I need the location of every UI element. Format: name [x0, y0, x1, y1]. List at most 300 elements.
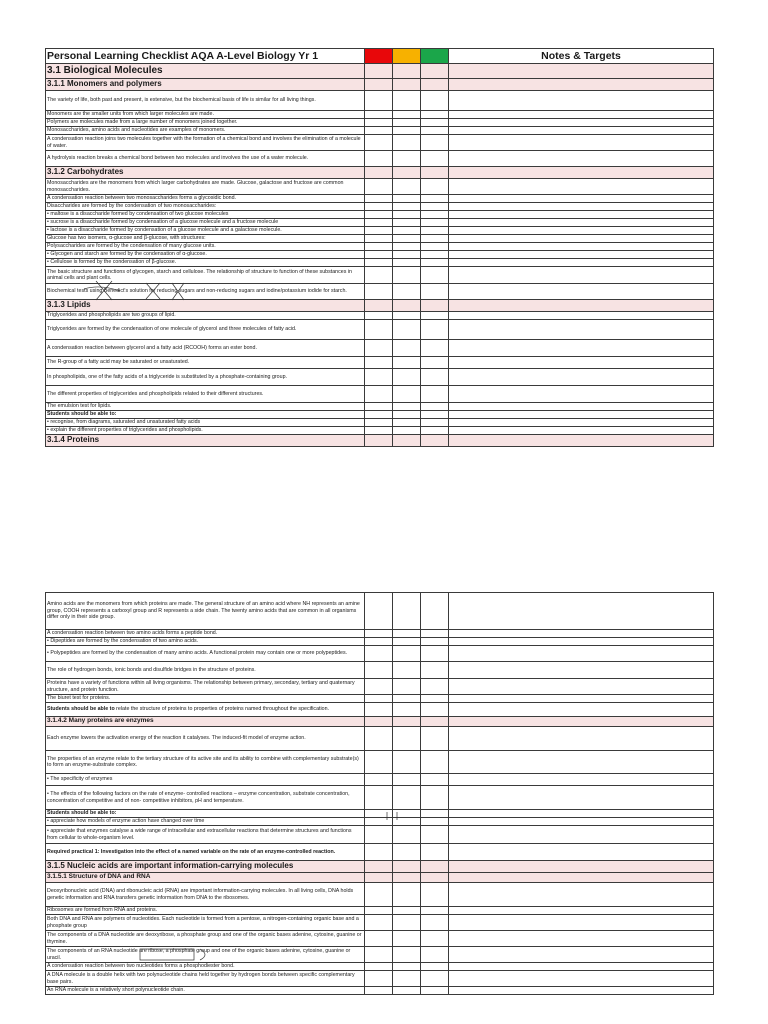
notes-cell[interactable]: [449, 195, 714, 203]
checklist-row: [46, 826, 714, 844]
rag-green-cell[interactable]: [421, 727, 449, 751]
objective-text: The biuret test for proteins.: [47, 695, 111, 702]
rag-red-cell[interactable]: [365, 818, 393, 826]
rag-red-cell[interactable]: [365, 931, 393, 947]
checklist-row: [46, 883, 714, 907]
rag-red-cell[interactable]: [365, 727, 393, 751]
objective-text: A condensation reaction between two nucleotides forms a phosphodiester bond.: [47, 963, 235, 970]
rag-amber-cell[interactable]: [393, 211, 421, 219]
rag-red-cell[interactable]: [365, 251, 393, 259]
notes-cell[interactable]: [449, 203, 714, 211]
notes-cell[interactable]: [449, 419, 714, 427]
subsection-heading-row: [46, 861, 714, 873]
rag-green-cell[interactable]: [421, 211, 449, 219]
rag-green-cell[interactable]: [421, 369, 449, 386]
subsection-heading-row: [46, 79, 714, 91]
rag-green-cell[interactable]: [421, 179, 449, 195]
objective-text: The different properties of triglycerides and phospholipids related to their different structures.: [47, 390, 264, 397]
notes-cell[interactable]: [449, 810, 714, 818]
notes-cell[interactable]: [449, 135, 714, 151]
rag-red-cell[interactable]: [365, 179, 393, 195]
notes-cell[interactable]: [449, 369, 714, 386]
rag-amber-cell[interactable]: [393, 883, 421, 907]
rag-amber-cell[interactable]: [393, 312, 421, 320]
rag-amber-cell[interactable]: [393, 119, 421, 127]
rag-red-cell[interactable]: [365, 79, 393, 91]
notes-cell[interactable]: [449, 638, 714, 646]
rag-amber-cell[interactable]: [393, 703, 421, 717]
rag-amber-cell[interactable]: [393, 403, 421, 411]
rag-amber-cell[interactable]: [393, 267, 421, 284]
rag-green-cell[interactable]: [421, 883, 449, 907]
rag-amber-cell[interactable]: [393, 907, 421, 915]
notes-cell[interactable]: [449, 227, 714, 235]
rag-amber-cell[interactable]: [393, 971, 421, 987]
subsection-heading-row: [46, 873, 714, 883]
rag-red-cell[interactable]: [365, 195, 393, 203]
rag-red-cell[interactable]: [365, 300, 393, 312]
notes-cell[interactable]: [449, 751, 714, 774]
rag-green-cell[interactable]: [421, 267, 449, 284]
notes-cell[interactable]: [449, 931, 714, 947]
notes-cell[interactable]: [449, 167, 714, 179]
rag-amber-cell[interactable]: [393, 774, 421, 786]
rag-amber-cell[interactable]: [393, 987, 421, 995]
rag-red-cell[interactable]: [365, 971, 393, 987]
rag-green-cell[interactable]: [421, 646, 449, 662]
rag-green-cell[interactable]: [421, 195, 449, 203]
notes-cell[interactable]: [449, 987, 714, 995]
checklist-row: [46, 818, 714, 826]
rag-red-cell[interactable]: [365, 826, 393, 844]
rag-amber-cell[interactable]: [393, 717, 421, 727]
notes-cell[interactable]: [449, 786, 714, 810]
rag-green-cell[interactable]: [421, 593, 449, 630]
rag-green-cell[interactable]: [421, 717, 449, 727]
rag-amber-cell[interactable]: [393, 111, 421, 119]
rag-amber-cell[interactable]: [393, 340, 421, 357]
rag-red-cell[interactable]: [365, 211, 393, 219]
learning-objective: [46, 119, 365, 127]
rag-green-cell[interactable]: [421, 826, 449, 844]
rag-amber-cell[interactable]: [393, 593, 421, 630]
notes-cell[interactable]: [449, 818, 714, 826]
notes-cell[interactable]: [449, 151, 714, 167]
rag-green-cell[interactable]: [421, 151, 449, 167]
subsection-heading-row: [46, 167, 714, 179]
objective-text: The role of hydrogen bonds, ionic bonds and disulfide bridges in the structure of proteins.: [47, 666, 256, 673]
learning-objective: [46, 195, 365, 203]
rag-amber-cell[interactable]: [393, 151, 421, 167]
notes-cell[interactable]: [449, 403, 714, 411]
rag-amber-cell[interactable]: [393, 931, 421, 947]
notes-cell[interactable]: [449, 251, 714, 259]
rag-amber-cell[interactable]: [393, 300, 421, 312]
rag-red-cell[interactable]: [365, 127, 393, 135]
rag-red-cell[interactable]: [365, 203, 393, 211]
rag-amber-cell[interactable]: [393, 427, 421, 435]
rag-red-cell[interactable]: [365, 987, 393, 995]
rag-red-cell[interactable]: [365, 947, 393, 963]
rag-green-cell[interactable]: [421, 695, 449, 703]
notes-cell[interactable]: [449, 662, 714, 679]
rag-green-cell[interactable]: [421, 64, 449, 79]
checklist-row: [46, 646, 714, 662]
checklist-row: [46, 774, 714, 786]
notes-cell[interactable]: [449, 235, 714, 243]
rag-green-cell[interactable]: [421, 135, 449, 151]
notes-cell[interactable]: [449, 119, 714, 127]
objective-text: A condensation reaction between two amino acids forms a peptide bond.: [47, 630, 218, 637]
notes-cell[interactable]: [449, 727, 714, 751]
rag-amber-cell[interactable]: [393, 411, 421, 419]
rag-amber-cell[interactable]: [393, 695, 421, 703]
rag-red-cell[interactable]: [365, 703, 393, 717]
rag-amber-cell[interactable]: [393, 284, 421, 300]
rag-red-cell[interactable]: [365, 435, 393, 447]
learning-objective: [46, 883, 365, 907]
checklist-row: [46, 227, 714, 235]
objective-text: A DNA molecule is a double helix with two polynucleotide chains held together by hydrogen bonds between specific complementary base pairs.: [47, 972, 355, 985]
rag-red-cell[interactable]: [365, 357, 393, 369]
rag-amber-cell[interactable]: [393, 844, 421, 861]
objective-text: • maltose is a disaccharide formed by condensation of two glucose molecules: [47, 211, 229, 218]
rag-green-cell[interactable]: [421, 679, 449, 695]
notes-cell[interactable]: [449, 340, 714, 357]
rag-green-cell[interactable]: [421, 915, 449, 931]
rag-green-cell[interactable]: [421, 963, 449, 971]
rag-green-cell[interactable]: [421, 411, 449, 419]
rag-green-cell[interactable]: [421, 844, 449, 861]
rag-amber-cell[interactable]: [393, 195, 421, 203]
learning-objective: [46, 284, 365, 300]
rag-green-cell[interactable]: [421, 987, 449, 995]
rag-amber-cell[interactable]: [393, 227, 421, 235]
notes-cell[interactable]: [449, 386, 714, 403]
rag-red-cell[interactable]: [365, 646, 393, 662]
objective-text: The basic structure and functions of glycogen, starch and cellulose. The relationship of structure to function of these substances in animal cells and plant cells.: [47, 268, 352, 281]
rag-red-cell[interactable]: [365, 873, 393, 883]
rag-red-cell[interactable]: [365, 411, 393, 419]
rag-green-cell[interactable]: [421, 119, 449, 127]
rag-red-cell[interactable]: [365, 320, 393, 340]
rag-amber-cell[interactable]: [393, 135, 421, 151]
notes-cell[interactable]: [449, 267, 714, 284]
rag-green-cell[interactable]: [421, 243, 449, 251]
rag-red-cell[interactable]: [365, 810, 393, 818]
objective-text: • lactose is a disaccharide formed by condensation of a glucose molecule and a galactose molecule.: [47, 227, 282, 234]
rag-amber-cell[interactable]: [393, 369, 421, 386]
notes-cell[interactable]: [449, 91, 714, 111]
rag-red-cell[interactable]: [365, 403, 393, 411]
rag-red-cell[interactable]: [365, 419, 393, 427]
rag-amber-cell[interactable]: [393, 646, 421, 662]
objective-text: • appreciate that enzymes catalyse a wide range of intracellular and extracellular reactions that determine structures and functions from cellular to whole-organism level.: [47, 828, 352, 841]
rag-green-cell[interactable]: [421, 167, 449, 179]
rag-amber-cell[interactable]: [393, 630, 421, 638]
rag-green-cell[interactable]: [421, 427, 449, 435]
rag-red-cell[interactable]: [365, 774, 393, 786]
rag-amber-cell[interactable]: [393, 91, 421, 111]
rag-red-cell[interactable]: [365, 91, 393, 111]
rag-green-cell[interactable]: [421, 435, 449, 447]
learning-objective: [46, 818, 365, 826]
rag-red-cell[interactable]: [365, 630, 393, 638]
objective-text: The emulsion test for lipids.: [47, 403, 112, 410]
learning-objective: [46, 135, 365, 151]
rag-red-cell[interactable]: [365, 786, 393, 810]
rag-green-cell[interactable]: [421, 79, 449, 91]
rag-amber-cell[interactable]: [393, 915, 421, 931]
notes-cell[interactable]: [449, 861, 714, 873]
notes-cell[interactable]: [449, 630, 714, 638]
notes-cell[interactable]: [449, 179, 714, 195]
rag-red-cell[interactable]: [365, 340, 393, 357]
rag-red-cell[interactable]: [365, 679, 393, 695]
notes-cell[interactable]: [449, 873, 714, 883]
checklist-row: [46, 844, 714, 861]
notes-cell[interactable]: [449, 947, 714, 963]
rag-green-cell[interactable]: [421, 947, 449, 963]
notes-cell[interactable]: [449, 703, 714, 717]
notes-cell[interactable]: [449, 826, 714, 844]
rag-green-cell[interactable]: [421, 312, 449, 320]
learning-objective: [46, 403, 365, 411]
checklist-row: [46, 703, 714, 717]
subsection-heading-row: [46, 717, 714, 727]
rag-red-cell[interactable]: [365, 267, 393, 284]
rag-amber-cell[interactable]: [393, 679, 421, 695]
rag-green-cell[interactable]: [421, 818, 449, 826]
rag-red-cell[interactable]: [365, 64, 393, 79]
rag-red-cell[interactable]: [365, 427, 393, 435]
rag-red-cell[interactable]: [365, 844, 393, 861]
notes-cell[interactable]: [449, 211, 714, 219]
notes-cell[interactable]: [449, 907, 714, 915]
rag-amber-cell[interactable]: [393, 786, 421, 810]
rag-red-cell[interactable]: [365, 963, 393, 971]
objective-text: Triglycerides and phospholipids are two groups of lipid.: [47, 312, 176, 319]
rag-amber-cell[interactable]: [393, 320, 421, 340]
checklist-row: [46, 357, 714, 369]
rag-green-cell[interactable]: [421, 873, 449, 883]
notes-cell[interactable]: [449, 593, 714, 630]
rag-amber-cell[interactable]: [393, 638, 421, 646]
rag-red-cell[interactable]: [365, 235, 393, 243]
rag-red-cell[interactable]: [365, 386, 393, 403]
learning-objective: [46, 219, 365, 227]
rag-amber-cell[interactable]: [393, 818, 421, 826]
rag-amber-cell[interactable]: [393, 127, 421, 135]
rag-amber-cell[interactable]: [393, 662, 421, 679]
rag-red-cell[interactable]: [365, 907, 393, 915]
notes-cell[interactable]: [449, 971, 714, 987]
rag-green-cell[interactable]: [421, 219, 449, 227]
notes-cell[interactable]: [449, 219, 714, 227]
rag-amber-cell[interactable]: [393, 235, 421, 243]
rag-red-cell[interactable]: [365, 369, 393, 386]
rag-green-cell[interactable]: [421, 419, 449, 427]
rag-green-cell[interactable]: [421, 235, 449, 243]
objective-text: The components of a DNA nucleotide are deoxyribose, a phosphate group and one of the organic bases adenine, cytosine, guanine or thymine.: [47, 932, 362, 945]
notes-cell[interactable]: [449, 435, 714, 447]
notes-cell[interactable]: [449, 717, 714, 727]
rag-green-cell[interactable]: [421, 403, 449, 411]
rag-red-cell[interactable]: [365, 312, 393, 320]
rag-green-cell[interactable]: [421, 751, 449, 774]
notes-cell[interactable]: [449, 844, 714, 861]
rag-amber-cell[interactable]: [393, 219, 421, 227]
checklist-row: [46, 907, 714, 915]
rag-red-cell[interactable]: [365, 662, 393, 679]
rag-green-cell[interactable]: [421, 340, 449, 357]
rag-green-cell[interactable]: [421, 907, 449, 915]
rag-green-cell[interactable]: [421, 630, 449, 638]
rag-amber-cell[interactable]: [393, 64, 421, 79]
notes-cell[interactable]: [449, 774, 714, 786]
learning-objective: [46, 931, 365, 947]
rag-red-cell[interactable]: [365, 717, 393, 727]
rag-green-cell[interactable]: [421, 774, 449, 786]
rag-green-cell[interactable]: [421, 251, 449, 259]
checklist-row: [46, 91, 714, 111]
notes-cell[interactable]: [449, 646, 714, 662]
notes-cell[interactable]: [449, 111, 714, 119]
notes-cell[interactable]: [449, 300, 714, 312]
rag-green-cell[interactable]: [421, 810, 449, 818]
rag-red-cell[interactable]: [365, 151, 393, 167]
rag-green-cell[interactable]: [421, 259, 449, 267]
rag-red-cell[interactable]: [365, 219, 393, 227]
rag-green-cell[interactable]: [421, 284, 449, 300]
rag-amber-cell[interactable]: [393, 386, 421, 403]
rag-red-cell[interactable]: [365, 915, 393, 931]
rag-amber-cell[interactable]: [393, 251, 421, 259]
rag-amber-cell[interactable]: [393, 167, 421, 179]
notes-cell[interactable]: [449, 284, 714, 300]
objective-text: Disaccharides are formed by the condensation of two monosaccharides:: [47, 203, 217, 210]
rag-amber-cell[interactable]: [393, 357, 421, 369]
rag-amber-cell[interactable]: [393, 861, 421, 873]
rag-amber-cell[interactable]: [393, 947, 421, 963]
subsection-title: 3.1.5.1 Structure of DNA and RNA: [46, 873, 365, 883]
rag-amber-cell[interactable]: [393, 873, 421, 883]
rag-amber-cell[interactable]: [393, 203, 421, 211]
rag-amber-cell[interactable]: [393, 826, 421, 844]
rag-amber-cell[interactable]: [393, 727, 421, 751]
notes-cell[interactable]: [449, 79, 714, 91]
learning-objective: [46, 593, 365, 630]
learning-objective: [46, 251, 365, 259]
checklist-row: [46, 751, 714, 774]
rag-red-cell[interactable]: [365, 111, 393, 119]
notes-cell[interactable]: [449, 883, 714, 907]
learning-objective: [46, 243, 365, 251]
learning-objective: [46, 419, 365, 427]
rag-red-cell[interactable]: [365, 135, 393, 151]
rag-amber-cell[interactable]: [393, 435, 421, 447]
learning-objective: [46, 963, 365, 971]
notes-cell[interactable]: [449, 320, 714, 340]
notes-cell[interactable]: [449, 915, 714, 931]
notes-cell[interactable]: [449, 312, 714, 320]
rag-amber-cell[interactable]: [393, 243, 421, 251]
rag-red-cell[interactable]: [365, 259, 393, 267]
rag-green-cell[interactable]: [421, 931, 449, 947]
rag-red-cell[interactable]: [365, 861, 393, 873]
objective-text: A condensation reaction between two monosaccharides forms a glycosidic bond.: [47, 195, 237, 202]
rag-green-cell[interactable]: [421, 786, 449, 810]
notes-cell[interactable]: [449, 357, 714, 369]
notes-cell[interactable]: [449, 695, 714, 703]
rag-amber-cell[interactable]: [393, 259, 421, 267]
checklist-row: [46, 111, 714, 119]
notes-cell[interactable]: [449, 259, 714, 267]
rag-amber-cell[interactable]: [393, 419, 421, 427]
learning-objective: [46, 111, 365, 119]
notes-cell[interactable]: [449, 411, 714, 419]
rag-green-cell[interactable]: [421, 320, 449, 340]
rag-green-cell[interactable]: [421, 300, 449, 312]
notes-cell[interactable]: [449, 427, 714, 435]
objective-text: • appreciate how models of enzyme action have changed over time: [47, 818, 205, 825]
checklist-row: [46, 284, 714, 300]
notes-cell[interactable]: [449, 679, 714, 695]
rag-amber-cell[interactable]: [393, 963, 421, 971]
rag-green-cell[interactable]: [421, 357, 449, 369]
rag-green-cell[interactable]: [421, 638, 449, 646]
rag-red-cell[interactable]: [365, 695, 393, 703]
rag-red-cell[interactable]: [365, 284, 393, 300]
objective-text: Polysaccharides are formed by the condensation of many glucose units.: [47, 243, 216, 250]
learning-objective: [46, 810, 365, 818]
checklist-row: [46, 127, 714, 135]
objective-text: Proteins have a variety of functions within all living organisms. The relationship between primary, secondary, tertiary and quaternary structure, and protein function.: [47, 680, 355, 693]
rag-red-cell[interactable]: [365, 751, 393, 774]
notes-cell[interactable]: [449, 243, 714, 251]
rag-red-cell[interactable]: [365, 167, 393, 179]
rag-green-cell[interactable]: [421, 861, 449, 873]
rag-green-cell[interactable]: [421, 662, 449, 679]
rag-red-cell[interactable]: [365, 883, 393, 907]
rag-red-cell[interactable]: [365, 243, 393, 251]
rag-green-cell[interactable]: [421, 127, 449, 135]
rag-amber-cell[interactable]: [393, 179, 421, 195]
rag-green-cell[interactable]: [421, 386, 449, 403]
objective-text: Required practical 1: Investigation into the effect of a named variable on the rate of an enzyme-controlled reaction.: [47, 848, 336, 855]
rag-red-cell[interactable]: [365, 593, 393, 630]
rag-amber-cell[interactable]: [393, 810, 421, 818]
notes-cell[interactable]: [449, 963, 714, 971]
rag-red-cell[interactable]: [365, 638, 393, 646]
rag-amber-cell[interactable]: [393, 79, 421, 91]
rag-amber-cell[interactable]: [393, 751, 421, 774]
rag-green-cell[interactable]: [421, 971, 449, 987]
rag-green-cell[interactable]: [421, 203, 449, 211]
rag-green-cell[interactable]: [421, 111, 449, 119]
objective-text: • Glycogen and starch are formed by the condensation of α-glucose.: [47, 251, 207, 258]
learning-objective: [46, 630, 365, 638]
rag-green-cell[interactable]: [421, 227, 449, 235]
notes-cell[interactable]: [449, 127, 714, 135]
subsection-title: 3.1.4.2 Many proteins are enzymes: [46, 717, 365, 727]
rag-red-cell[interactable]: [365, 119, 393, 127]
notes-cell[interactable]: [449, 64, 714, 79]
rag-red-cell[interactable]: [365, 227, 393, 235]
rag-green-cell[interactable]: [421, 703, 449, 717]
objective-text: • sucrose is a disaccharide formed by condensation of a glucose molecule and a fructose molecule: [47, 219, 279, 226]
rag-green-cell[interactable]: [421, 91, 449, 111]
